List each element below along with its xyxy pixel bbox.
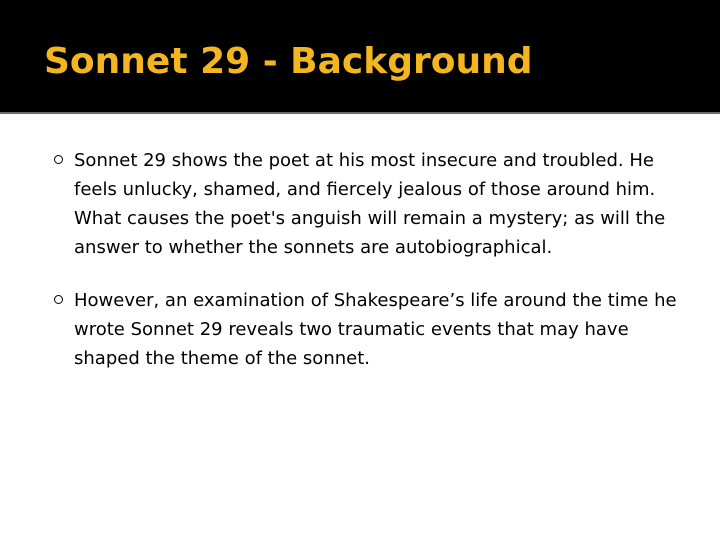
bullet-text: However, an examination of Shakespeare’s life around the time he wrote Sonnet 29 reveals two traumatic events that may have shaped the theme of the sonnet. — [74, 290, 677, 369]
slide-content — [54, 146, 694, 397]
title-bar — [0, 0, 720, 112]
bullet-text: Sonnet 29 shows the poet at his most insecure and troubled. He feels unlucky, shamed, and fiercely jealous of those around him. What causes the poet's anguish will remain a mystery; as will the answer to whether the sonnets are autobiographical. — [74, 150, 666, 258]
title-divider — [0, 112, 720, 114]
hollow-circle-bullet-icon — [54, 155, 63, 164]
bullet-item — [54, 286, 694, 373]
bullet-item — [54, 146, 694, 262]
slide-title: Sonnet 29 - Background — [44, 41, 533, 82]
hollow-circle-bullet-icon — [54, 295, 63, 304]
